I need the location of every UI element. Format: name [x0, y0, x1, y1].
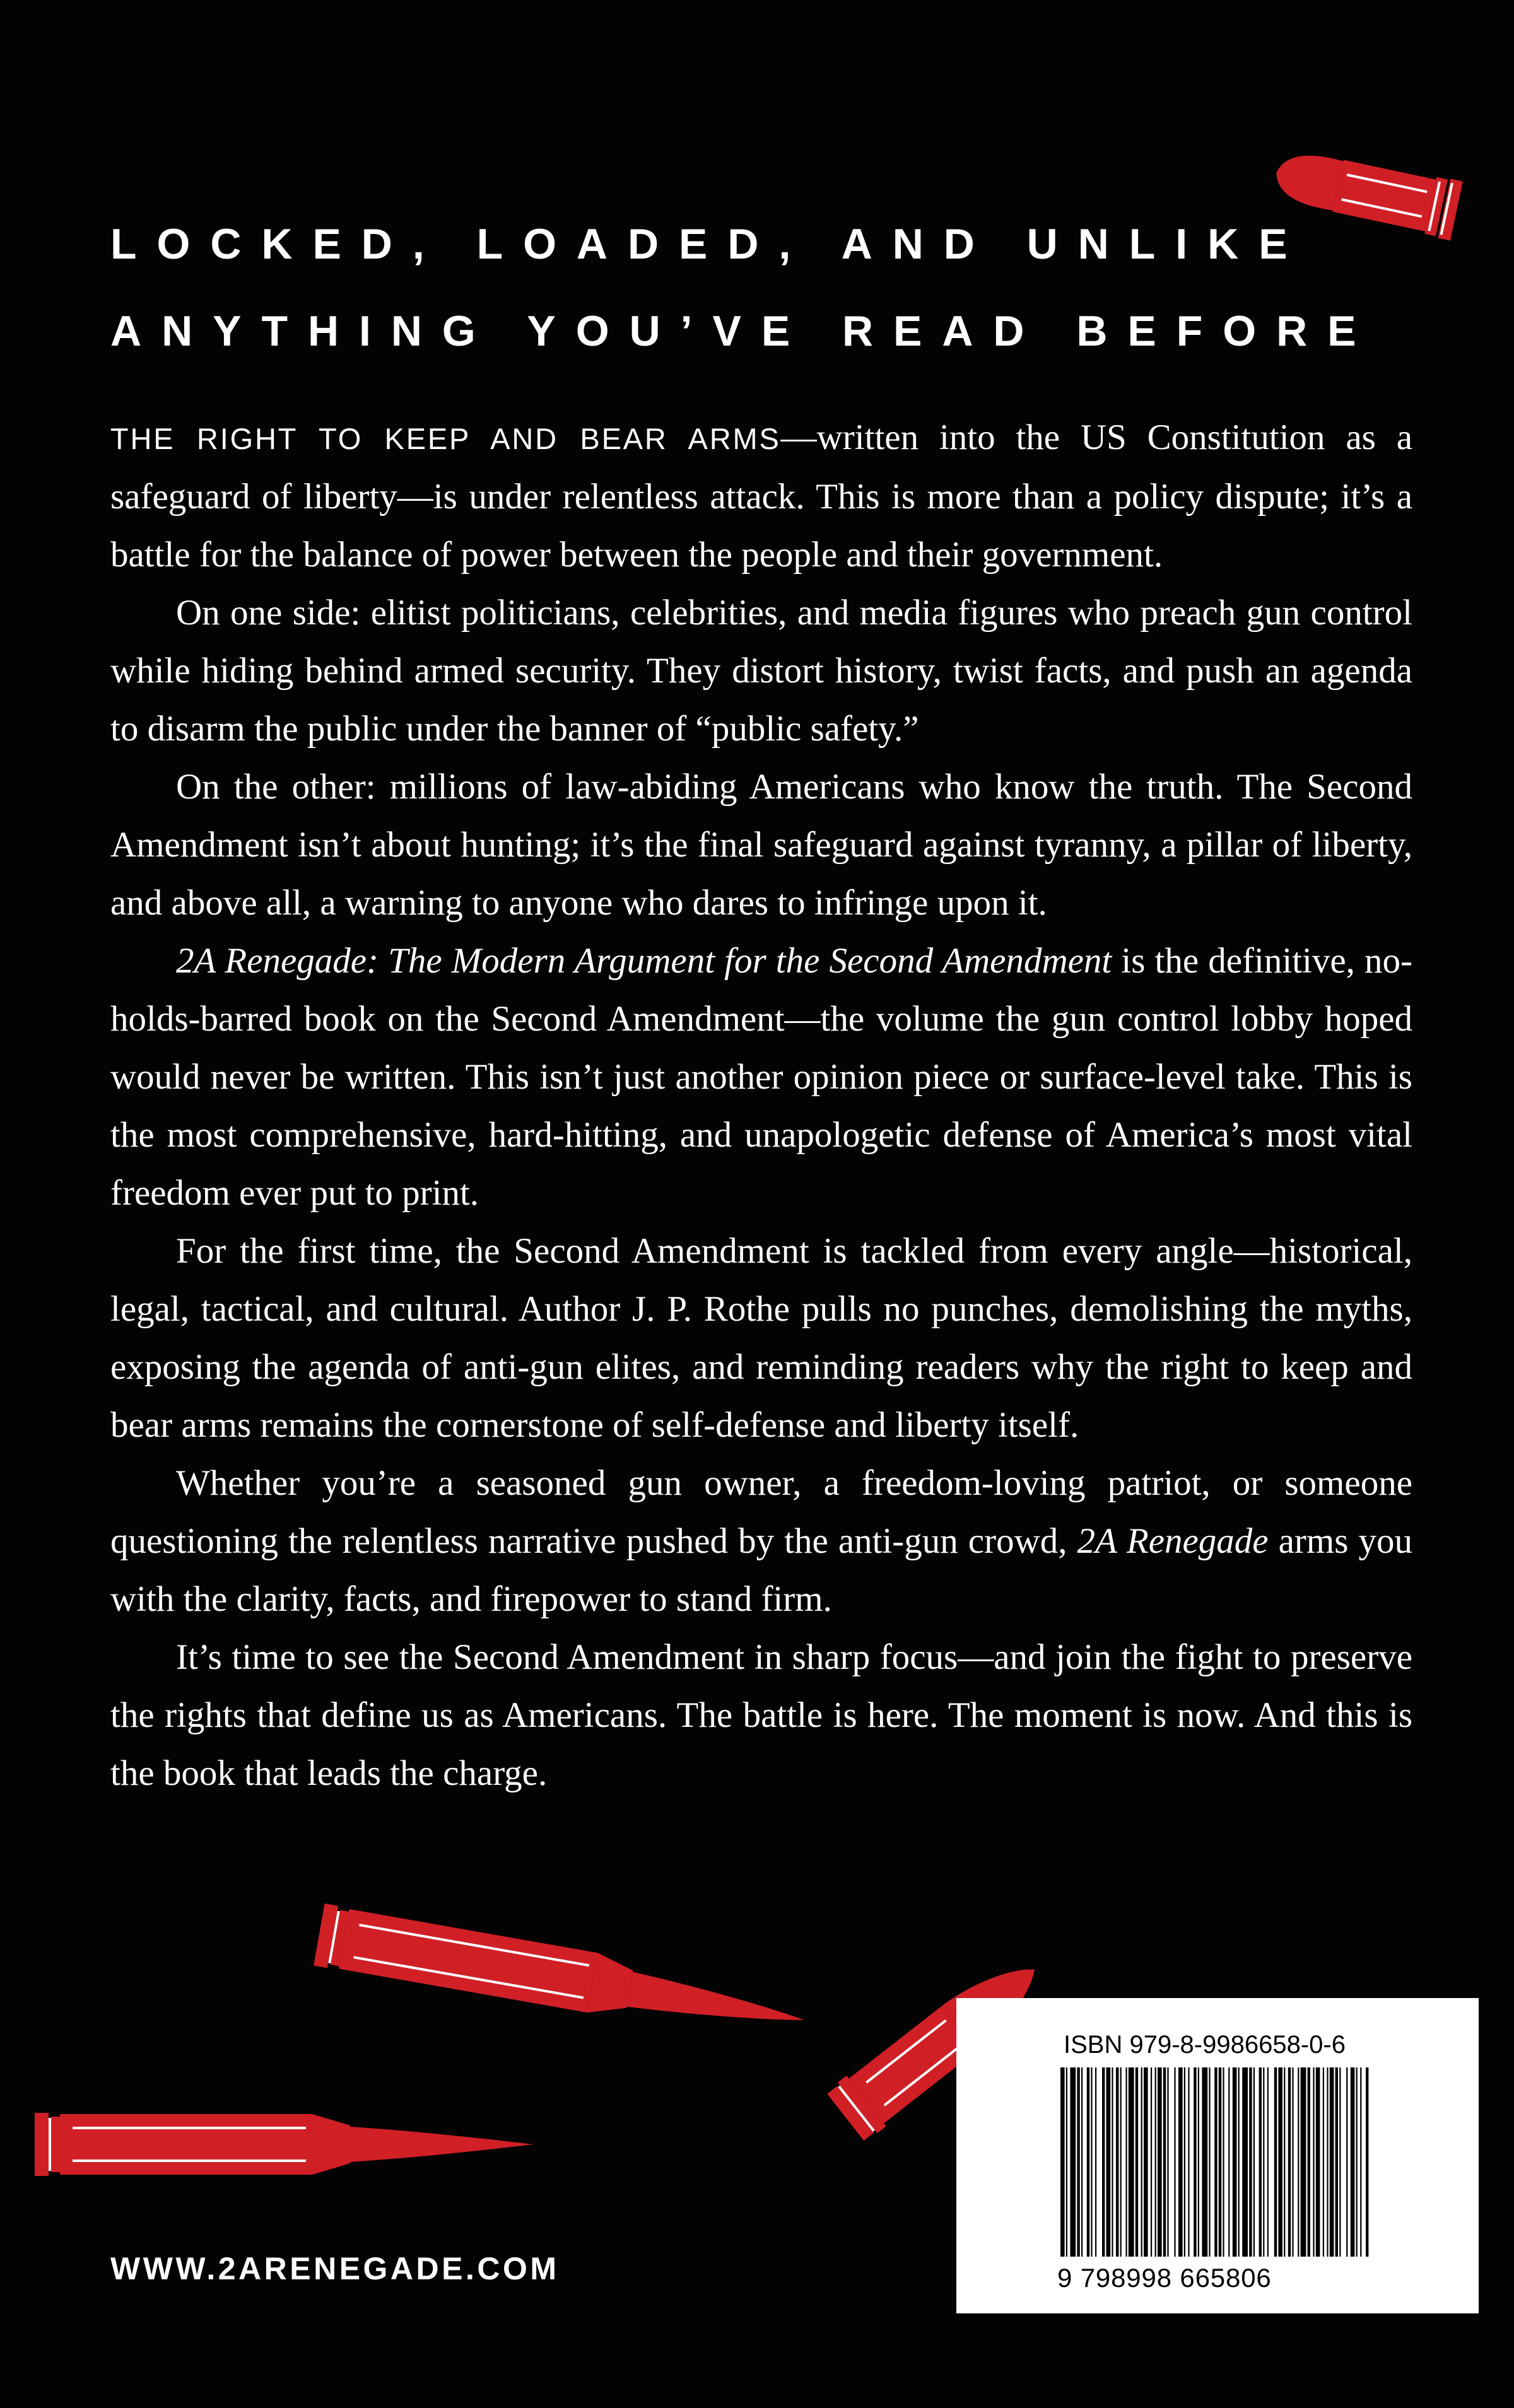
isbn-number: ISBN 979-8-9986658-0-6	[1064, 2031, 1346, 2059]
bullet-icon	[309, 1898, 814, 2056]
paragraph-4	[110, 932, 1412, 1222]
paragraph-6	[110, 1454, 1412, 1628]
paragraph-2: On one side: elitist politicians, celebrities, and media figures who preach gun control while hiding behind armed security. They distort history, twist facts, and push an agenda to disarm the public under the banner of “public safety.”	[110, 593, 1412, 749]
isbn-barcode-box	[956, 1998, 1479, 2313]
paragraph-4-text: is the definitive, no-holds-barred book on the Second Amendment—the volume the gun control lobby hoped would never be written. This isn’t just another opinion piece or surface-level take. This is the most comprehensive, hard-hitting, and unapologetic defense of America’s most vital freedom ever put to print.	[110, 941, 1413, 1213]
book-title: 2A Renegade: The Modern Argument for the Second Amendment	[176, 941, 1112, 981]
lead-in: THE RIGHT TO KEEP AND BEAR ARMS	[110, 422, 781, 455]
paragraph-6-start: Whether you’re a seasoned gun owner, a freedom-loving patriot, or someone questioning the relentless narrative pushed by the anti-gun crowd,	[110, 1463, 1412, 1561]
paragraph-7: It’s time to see the Second Amendment in sharp focus—and join the fight to preserve the rights that define us as Americans. The battle is here. The moment is now. And this is the book that leads the charge.	[110, 1637, 1412, 1793]
bullet-icon	[35, 2094, 539, 2207]
book-title-short: 2A Renegade	[1077, 1521, 1269, 1561]
headline-line-1: LOCKED, LOADED, AND UNLIKE	[110, 220, 1308, 268]
headline-line-2: ANYTHING YOU’VE READ BEFORE	[110, 307, 1376, 355]
paragraph-3: On the other: millions of law-abiding Americans who know the truth. The Second Amendment isn’t about hunting; it’s the final safeguard against tyranny, a pillar of liberty, and above all, a warning to anyone who dares to infringe upon it.	[110, 767, 1412, 923]
paragraph-1	[110, 409, 1412, 584]
paragraph-1-text: —written into the US Constitution as a safeguard of liberty—is under relentless attack. This is more than a policy dispute; it’s a battle for the balance of power between the people and their government.	[110, 418, 1412, 575]
website-url: WWW.2ARENEGADE.COM	[110, 2251, 560, 2286]
headline	[110, 201, 1435, 375]
barcode-digits: 9 798998 665806	[1057, 2263, 1272, 2293]
paragraph-6-end: arms you with the clarity, facts, and firepower to stand firm.	[110, 1521, 1412, 1619]
blurb	[110, 409, 1412, 1803]
barcode-icon	[1060, 2067, 1376, 2263]
paragraph-5: For the first time, the Second Amendment is tackled from every angle—historical, legal, tactical, and cultural. Author J. P. Rothe pulls no punches, demolishing the myths, exposing the agenda of anti-gun elites, and reminding readers why the right to keep and bear arms remains the cornerstone of self-defense and liberty itself.	[110, 1231, 1412, 1445]
